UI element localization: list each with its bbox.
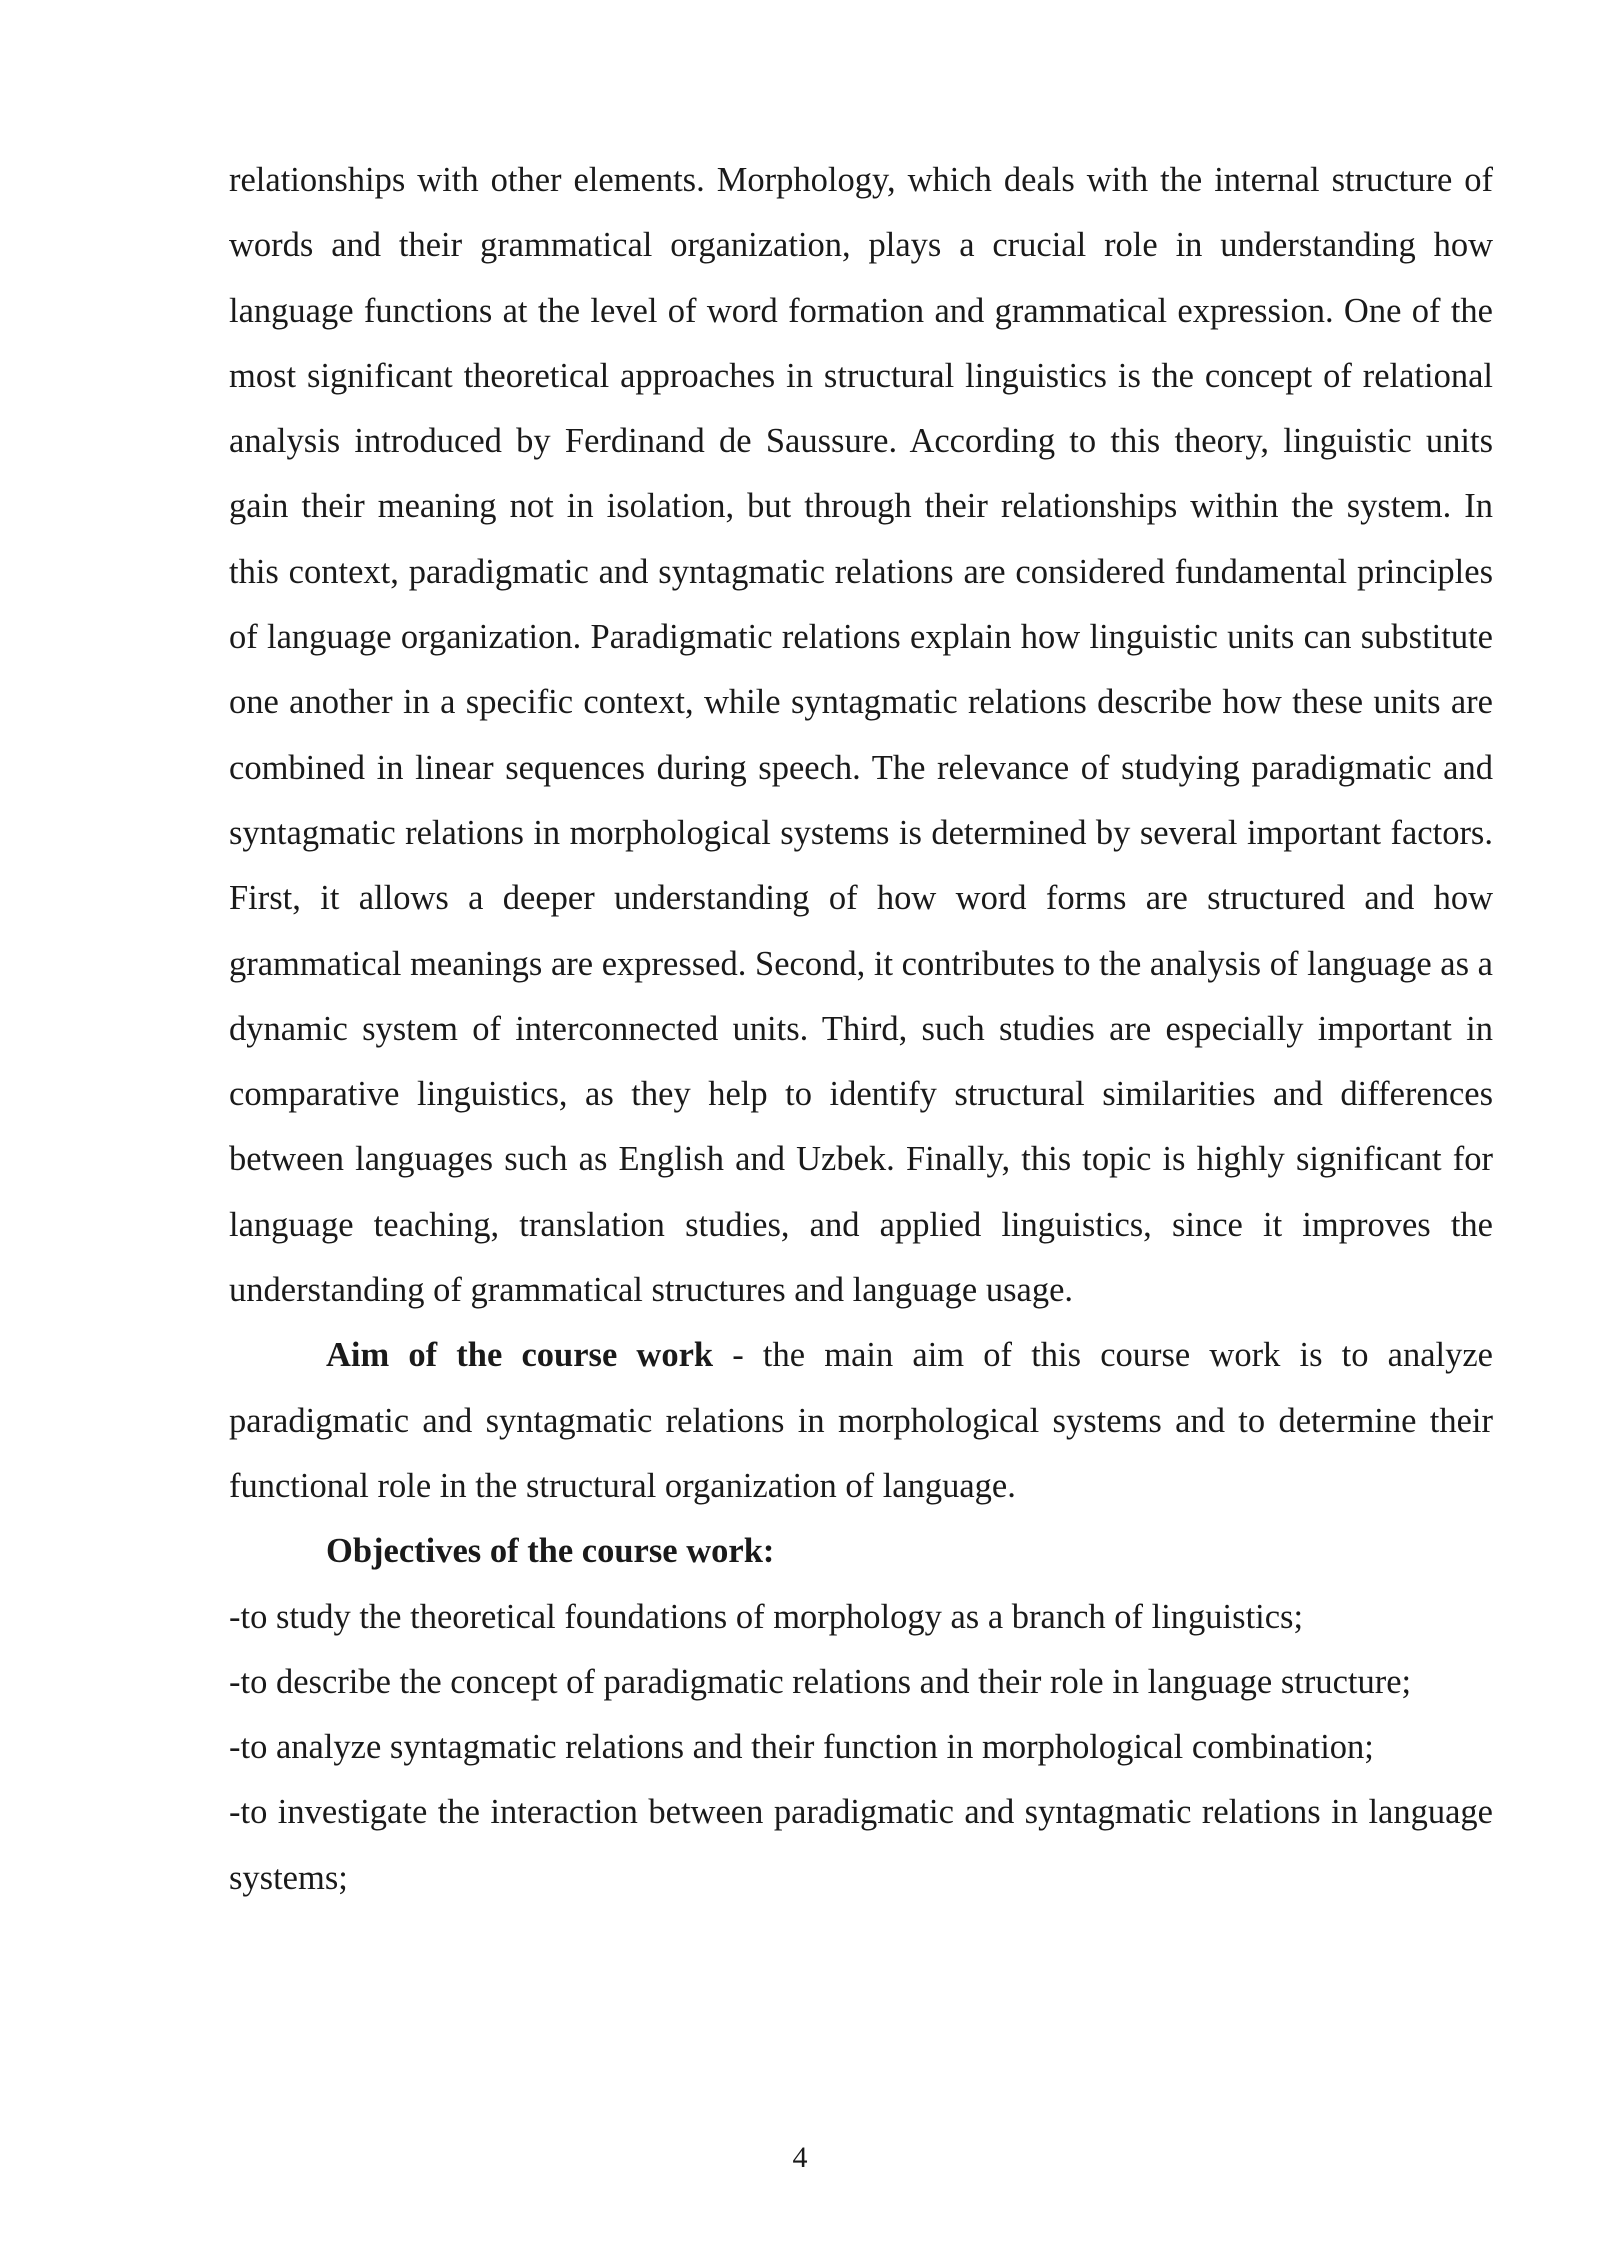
objective-item: -to describe the concept of paradigmatic relations and their role in language structure; [229, 1662, 1412, 1701]
objective-item: -to study the theoretical foundations of morphology as a branch of linguistics; [229, 1597, 1304, 1636]
objectives-heading: Objectives of the course work: [326, 1532, 775, 1571]
aim-paragraph [229, 1323, 1493, 1519]
aim-label: Aim of the course work [326, 1336, 714, 1375]
objective-item: -to analyze syntagmatic relations and their function in morphological combination; [229, 1728, 1374, 1767]
page-number: 4 [792, 2141, 808, 2174]
aim-text: - the main aim of this course work is to analyze paradigmatic and syntagmatic relations in morphological systems and to determine their functional role in the structural organization of language. [229, 1336, 1493, 1505]
objective-item: -to investigate the interaction between paradigmatic and syntagmatic relations in language systems; [229, 1793, 1493, 1897]
document-page [229, 148, 1493, 1911]
body-paragraph: relationships with other elements. Morphology, which deals with the internal structure of words and their grammatical organization, plays a crucial role in understanding how language functions at the level of word formation and grammatical expression. One of the most significant theoretical approaches in structural linguistics is the concept of relational analysis introduced by Ferdinand de Saussure. According to this theory, linguistic units gain their meaning not in isolation, but through their relationships within the system. In this context, paradigmatic and syntagmatic relations are considered fundamental principles of language organization. Paradigmatic relations explain how linguistic units can substitute one another in a specific context, while syntagmatic relations describe how these units are combined in linear sequences during speech. The relevance of studying paradigmatic and syntagmatic relations in morphological systems is determined by several important factors. First, it allows a deeper understanding of how word forms are structured and how grammatical meanings are expressed. Second, it contributes to the analysis of language as a dynamic system of interconnected units. Third, such studies are especially important in comparative linguistics, as they help to identify structural similarities and differences between languages such as English and Uzbek. Finally, this topic is highly significant for language teaching, translation studies, and applied linguistics, since it improves the understanding of grammatical structures and language usage. [229, 161, 1493, 1310]
